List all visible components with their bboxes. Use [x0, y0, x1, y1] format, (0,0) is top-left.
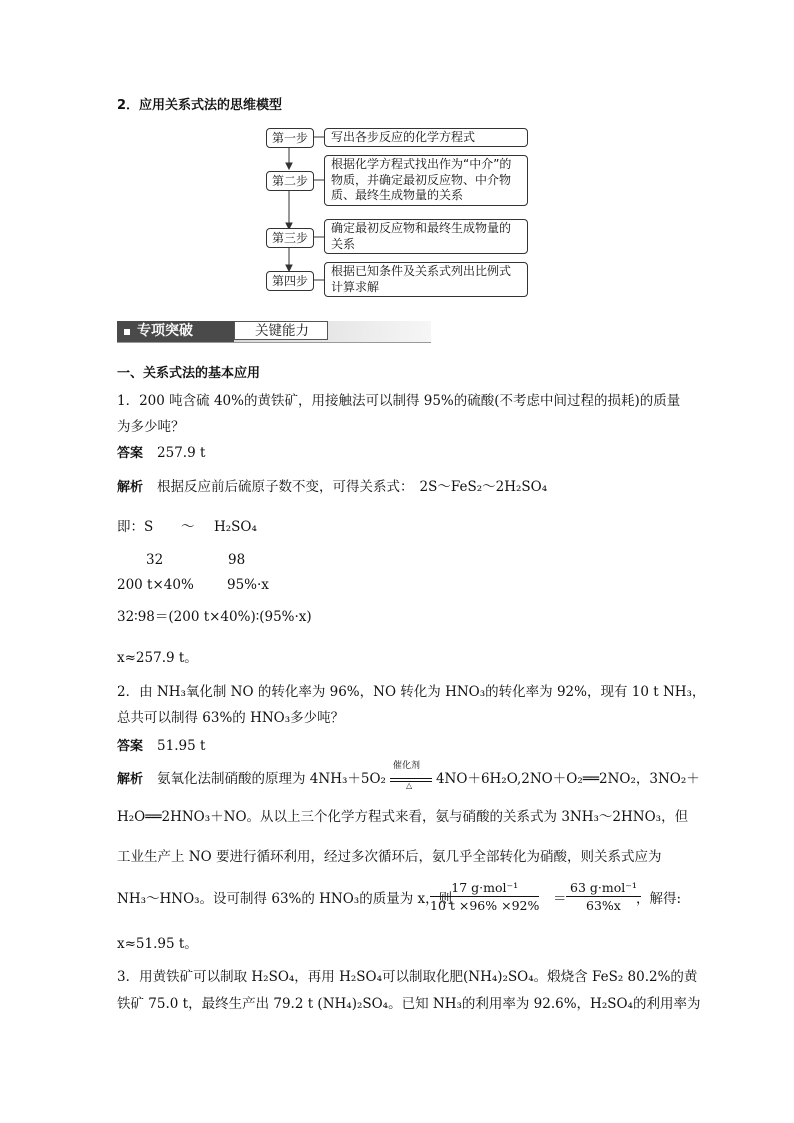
fraction-numerator: 17 g·mol⁻¹	[430, 879, 539, 897]
fraction-ammonia	[430, 879, 539, 914]
flow-step-line: 质、最终生成物量的关系	[331, 188, 464, 202]
question-1-line-1: 1．200 吨含硫 40%的黄铁矿，用接触法可以制得 95%的硫酸(不考虑中间过程的损耗)的质量	[117, 393, 681, 409]
equals-line	[390, 778, 432, 779]
section-banner	[117, 319, 431, 343]
flow-step-line: 确定最初反应物和最终生成物量的	[331, 221, 512, 235]
fraction-denominator: 63%x	[586, 898, 621, 913]
banner-dark-block	[117, 321, 234, 342]
relation-formula: 2S～FeS₂～2H₂SO₄	[419, 479, 548, 495]
question-3-line-1: 3．用黄铁矿可以制取 H₂SO₄，再用 H₂SO₄可以制取化肥(NH₄)₂SO₄。煅烧含 FeS₂ 80.2%的黄	[117, 969, 698, 985]
flow-step-line: 计算求解	[331, 279, 380, 294]
flow-step-label: 第三步	[266, 228, 314, 248]
flow-step-description	[324, 262, 528, 297]
flow-step-label: 第四步	[266, 271, 314, 291]
catalyst-label: 催化剂	[392, 761, 420, 771]
answer-label: 答案	[117, 739, 144, 754]
analysis-label: 解析	[117, 772, 144, 787]
solve-text: ，解得:	[636, 891, 682, 907]
question-2-line-2: 总共可以制得 63%的 HNO₃多少吨？	[117, 710, 345, 726]
question-1-answer	[117, 444, 205, 463]
question-2-line-1: 2．由 NH₃氧化制 NO 的转化率为 96%，NO 转化为 HNO₃的转化率为 92%，现有 10 t NH₃，	[117, 684, 706, 700]
answer-value: 51.95 t	[157, 738, 206, 754]
question-1-result: x≈257.9 t。	[117, 650, 198, 666]
square-bullet-icon	[124, 329, 130, 335]
question-1-analysis	[117, 478, 547, 497]
question-2-result: x≈51.95 t。	[117, 936, 198, 952]
relation-acid: H₂SO₄	[214, 519, 257, 535]
question-2-analysis-line-1	[117, 761, 700, 790]
banner-rule	[117, 342, 431, 343]
relation-tilde: ～	[181, 519, 195, 535]
analysis-label: 解析	[117, 480, 144, 495]
question-1-line-2: 为多少吨？	[117, 419, 185, 435]
question-2-answer	[117, 737, 205, 756]
answer-label: 答案	[117, 446, 144, 461]
fraction-denominator: 10 t ×96% ×92%	[430, 898, 540, 913]
relation-start: 即：S	[117, 519, 154, 535]
flow-step-label: 第二步	[266, 171, 314, 191]
answer-value: 257.9 t	[157, 445, 206, 461]
flow-step-label: 第一步	[266, 128, 314, 148]
flow-step-line: 物质，并确定最初反应物、中介物	[331, 172, 512, 187]
banner-right-label: 关键能力	[255, 323, 309, 339]
fraction-nitric-acid	[566, 879, 641, 914]
flow-step-line: 关系	[331, 236, 356, 251]
analysis-text: 氨氧化法制硝酸的原理为 4NH₃＋5O₂	[157, 771, 386, 787]
catalyst-arrow	[388, 761, 434, 790]
flow-step-description	[324, 219, 528, 254]
analysis-text: 根据反应前后硫原子数不变，可得关系式：	[157, 479, 414, 495]
equals-sign: ＝	[553, 891, 567, 907]
molar-mass-acid: 98	[228, 552, 246, 568]
molar-mass-s: 32	[146, 552, 164, 568]
analysis-text: 4NO＋6H₂O,2NO＋O₂══2NO₂，3NO₂＋	[435, 771, 700, 787]
question-2-analysis-line-4: NH₃～HNO₃。设可制得 63%的 HNO₃的质量为 x，则	[117, 891, 453, 907]
flow-step-description	[324, 128, 528, 147]
question-3-line-2: 铁矿 75.0 t，最终生产出 79.2 t (NH₄)₂SO₄。已知 NH₃的利用率为 92.6%，H₂SO₄的利用率为	[117, 996, 701, 1012]
mass-acid: 95%·x	[227, 577, 269, 593]
proportion-equation: 32∶98＝(200 t×40%)∶(95%·x)	[117, 609, 312, 625]
fraction-numerator: 63 g·mol⁻¹	[566, 879, 641, 897]
part-title: 一、关系式法的基本应用	[117, 366, 261, 381]
question-2-analysis-line-3: 工业生产上 NO 要进行循环利用，经过多次循环后，氨几乎全部转化为硝酸，则关系式应为	[117, 849, 662, 865]
flow-step-description	[324, 155, 528, 206]
mass-s: 200 t×40%	[117, 577, 194, 593]
flow-step-line: 根据化学方程式找出作为“中介”的	[331, 157, 512, 171]
heat-label: △	[405, 781, 413, 790]
section-title: 2．应用关系式法的思维模型	[117, 98, 283, 113]
question-2-analysis-line-2: H₂O══2HNO₃＋NO。从以上三个化学方程式来看，氨与硝酸的关系式为 3NH₃～2HNO₃，但	[117, 809, 689, 825]
flow-step-line: 根据已知条件及关系式列出比例式	[331, 264, 512, 278]
banner-tab	[234, 321, 328, 340]
flow-step-line: 写出各步反应的化学方程式	[331, 130, 476, 144]
banner-left-label: 专项突破	[137, 323, 193, 339]
